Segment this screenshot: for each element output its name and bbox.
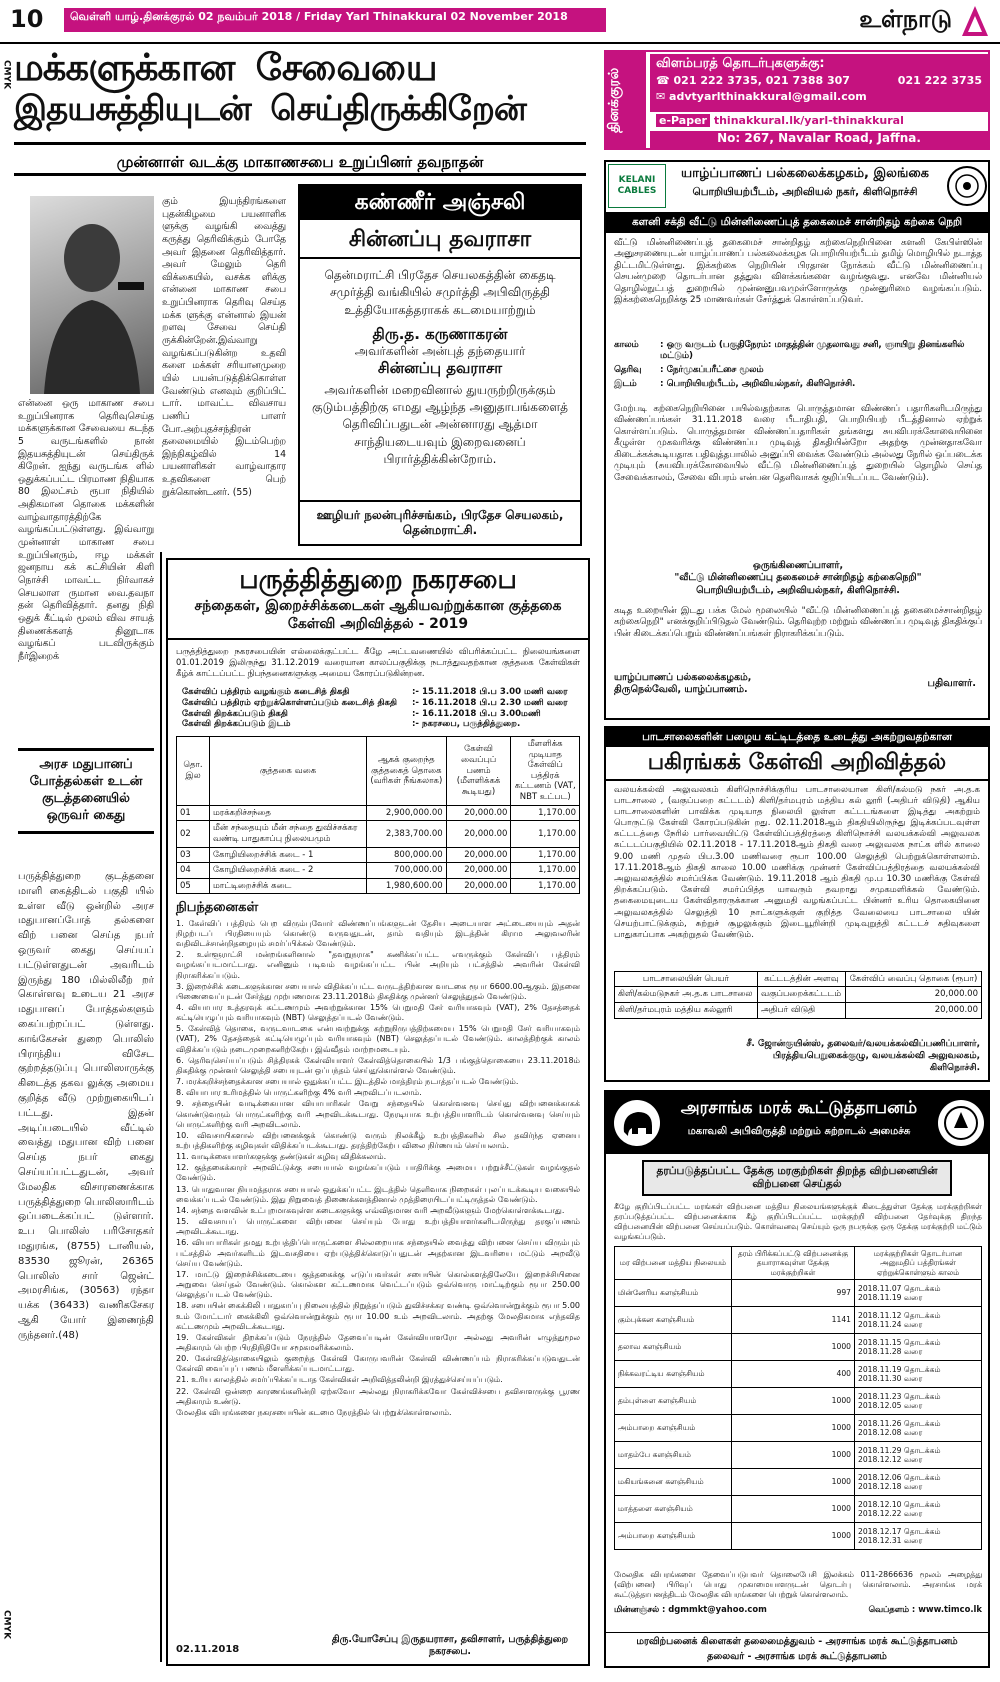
table-row [615, 1496, 982, 1523]
mini-story-headline: அரச மதுபானப் போத்தல்கள் உடன் குடத்தனையில் ஒருவர் கைது [18, 748, 154, 834]
table-cell: 2018.11.29 தொடக்கம் 2018.12.12 வரை [855, 1442, 982, 1469]
table-cell: மகியங்கனை களஞ்சியம் [615, 1469, 732, 1496]
university-subtitle: பொறியியற்பீடம், அறிவியல் நகர், கிளிநொச்சி [692, 186, 918, 198]
column-divider [160, 552, 162, 1662]
table-cell: தம்புள்ளை களஞ்சியம் [615, 1388, 732, 1415]
cmyk-mark-top: CMYK [1, 60, 12, 90]
university-sign-right: பதிவாளர். [927, 678, 976, 689]
table-cell: 2018.12.06 தொடக்கம் 2018.12.18 வரை [855, 1469, 982, 1496]
tribute-box [298, 184, 582, 546]
table-cell: 997 [732, 1280, 855, 1307]
tender-signature: திரு.யோசேப்பு இருதயராசா, தவிசாளர், பருத்தித்துறை நகரசபை. [331, 1634, 569, 1658]
table-row [615, 1442, 982, 1469]
tender-date-row: கேள்வி திறக்கப்படும் திகதி :- 16.11.2018 பி.ப 3.00மணி [182, 708, 541, 719]
contact-ad-header [650, 54, 988, 112]
condition-item: 2. உள்ளூராட்சி மன்றங்களினால் "தவறுநராக" கணிக்கப்பட்ட எவருக்கும் கேள்விப் பத்திரம் வழங்கப்படமாட்டாது. எனினும் படிவம் வழங்கப்பட்ட பின் அறியும் பட்சத்தில் அவரின் கேள்வி நிராகரிக்கப்படும். [176, 950, 580, 980]
table-row [615, 1523, 982, 1550]
tender-date-row: கேள்விப் பத்திரம் வழங்கும் கடைசித் திகதி :- 15.11.2018 பி.ப 3.00 மணி வரை [182, 687, 568, 698]
phone-number-3: 021 222 3735 [897, 74, 982, 88]
condition-item: 3. இறைச்சிக் கடைகளுக்கான சபையால் விதிக்கப்பட்ட வருடத்திற்கான வாடகை ரூபா 6600.00ஆகும். இதனை பிணைவைப்புடன் சேர்த்து முற்பணமாக 23.11.2018ம் திகதிக்கு முன்னர் செலுத்துதல் வேண்டும். [176, 981, 580, 1001]
university-body3: கடித உறையின் இடது பக்க மேல் மூலையில் "வீட்டு மின்னிணைப்புத் தகைமைச்சான்றிதழ் கற்கைநெறி" எனக்குறிப்பிடுதல் வேண்டும். தெரிவுற்ற மற்றும் விண்ணப்ப முடிவுத் திகதிக்குப் பின் கிடைக்கப்பெறும் விண்ணப்பங்கள் நிராகரிக்கப்படும். [614, 606, 982, 639]
table-cell: 2018.11.19 தொடக்கம் 2018.11.30 வரை [855, 1361, 982, 1388]
tribute-p2: அவர்களின் அன்புத் தந்தையார் [354, 343, 526, 358]
timber-title: அரசாங்க மரக் கூட்டுத்தாபனம் [680, 1098, 918, 1118]
page-number: 10 [10, 5, 44, 33]
condition-item: 9. சந்தையின் வாடிக்கையான வியாபாரிகள் வேறு சந்தையில் கொள்வனவு செய்து விற்பனைக்காகக் கொண்டுவரும் பொருட்களிற்கு வரி அறவிடக்கூடாது. நேரடியாக உற்பத்தியாளரிடம் கொள்வனவு செய்யும் பொருட்களிற்கு வரி அறவிடலாம். [176, 1099, 580, 1129]
conditions-list [168, 919, 588, 1543]
condition-item: 17. மாட்டு இறைச்சிக்கடையை குத்தகைக்கு எடுப்பவர்கள் சபையின் கொல்களத்திலேயே இறைச்சியினை அறுவை செய்தல் வேண்டும். கொல்கள கட்டணமாக வெட்டப்படும் ஒவ்வொரு மாட்டிற்கும் ரூபா 250.00 செலுத்தப்படல் வேண்டும். [176, 1269, 580, 1300]
table-row [615, 1307, 982, 1334]
tribute-p1: தென்மராட்சி பிரதேச செயலகத்தின் கைதடி சமுர்த்தி வங்கியில் சமுர்த்தி அபிவிருத்தி உத்தியோகத்தராகக் கடமையாற்றும் [324, 268, 556, 317]
condition-item: 18. சபையின் கைக்கிலி பாதுகாப்பு நிலையத்தில் நிறுத்தப்படும் துவிச்சக்கர வண்டி ஒவ்வொன்றுக்கும் ரூபா 5.00 உம் மோட்டார் கைக்கிலி ஒவ்வொன்றுக்கும் ரூபா 10.00 உம் அறவிடலாம். அதற்கு மேலதிகமாக எந்தவித கட்டணமும் அறவிடக்கூடாது. [176, 1301, 580, 1331]
lead-subtitle: முன்னாள் வடக்கு மாகாணசபை உறுப்பினர் தவநாதன் [14, 142, 586, 176]
phone-icon-line: ☎ 021 222 3735, 021 7388 307 [656, 74, 850, 88]
timber-footer2: தலைவர் - அரசாங்க மரக் கூட்டுத்தாபனம் [707, 1651, 887, 1663]
table-cell: 1141 [732, 1307, 855, 1334]
university-body2: மேற்படி கற்கைநெறியினை பயில்வதற்காக பொருத்தமான விண்ணப் பதாரிகளிடமிருந்து விண்ணப்பங்கள் 31.11.2018 வரை பீடாதிபதி, பொறியியற் பீடத்தினால் ஏற்றுக் கொள்ளப்படும். பொருத்தமான விண்ணப்பதாரிகள் தங்களது சுயவிபரக்கோவையினை கீழுள்ள முகவரிக்கு விண்ணப்ப முடிவுத் திகதியின்றோ அதற்கு முன்னதாகவோ கிடைக்கக்கூடியதாக பதிவுத்தபாலில் அனுப்பி வைக்க வேண்டும் அல்லது நேரில் ஒப்படைக்க முடியும் (சுயவிபரக்கோவையில் வீட்டு மின்னிணைப்புத் துறையில் தொழில் செய்த சேவைக்காலம், சேவை விபரம் என்பன தெளிவாகக் குறிப்பிடப்பட வேண்டும்). [614, 404, 982, 483]
tender-subtitle: சந்தைகள், இறைச்சிக்கடைகள் ஆகியவற்றுக்கான குத்தகை கேள்வி அறிவித்தல் - 2019 [168, 597, 588, 641]
tribute-name: சின்னப்பு தவராசா [300, 220, 580, 260]
condition-item: 14. சந்தை வளவின் உட்புறமாகவுள்ள கடைகளுக்கு எவ்விதமான வரி அறவீடுகளும் மேற்கொள்ளக்கூடாது. [176, 1205, 565, 1215]
table-cell: 1000 [732, 1334, 855, 1361]
detail-row: காலம் : ஒரு வருடம் (பகுதிநேரம்: மாதத்தின் முதலாவது சனி, ஞாயிறு தினங்களில் மட்டும்) [614, 340, 965, 361]
table-cell: மின்னேரிய களஞ்சியம் [615, 1280, 732, 1307]
public-notice-table [614, 971, 982, 1019]
lead-col-right: கும் இயந்திரங்களை புதன்கிழமை பயனாளிக ளுக்கு வழங்கி வைத்து கருத்து தெரிவிக்கும் போதே அவர் இதனை தெரிவித்தார். அவர் மேலும் தெரி விக்கையில், வசக்க ளிக்கு என்னை மாகாண சபை உறுப்பினராக தெரிவு செய்த மக்க ளுக்கு என்னால் இயன் றளவு சேவை செய்தி ருக்கின்றேன்.இவ்வாறு வழங்கப்படுகின்ற உதவி களை மக்கள் சரியானமுறை யில் பயன்படுத்திக்கொள்ள வேண்டும் எனவும் குறிப்பிட் டார். மாவட்ட விவசாய பணிப் பாளர் போ.அற்புதச்சந்திரன் தலைமையில் இடம்பெற்ற இந்நிகழ்வில் 14 பயனாளிகள் வாழ்வாதார உதவிகளை பெற் றுக்கொண்டனர். (55) [162, 196, 286, 498]
table-cell: 2018.11.23 தொடக்கம் 2018.12.05 வரை [855, 1388, 982, 1415]
table-row: 01 மரக்கறிச்சந்தை 2,900,000.00 20,000.00 1,170.00 [177, 805, 580, 821]
table-header: மரக்குற்றிகள் தொடர்பான அனுமதிப் பத்திரங்கள் ஏற்றுக்கொள்ளும் காலம் [855, 1247, 982, 1280]
tribute-banner: கண்ணீர் அஞ்சலி [300, 186, 580, 220]
contact-ad-phones [656, 74, 982, 88]
condition-item: மேலதிக விபரங்களை நகரசபையின் கடமை நேரத்தில் பெற்றுக்கொள்ளலாம். [176, 1407, 452, 1417]
table-row: 04 கோழியிறைச்சிக் கடை - 2 700,000.00 20,000.00 1,170.00 [177, 863, 580, 879]
timber-notice [604, 1090, 990, 1668]
lead-col-left: என்னை ஒரு மாகாண சபை உறுப்பினராக தெரிவுசெய்த மக்களுக்கான சேவையை கடந்த 5 வருடங்களில் நான் இதயசுத்தியுடன் செய்திருக் கிறேன். ஐந்து வருடங்க ளில் ஒதுக்கப்பட்ட பிரமாண நிதியாக 80 இலட்சம் ரூபா நிதியில் அதிகமான தொகை மக்களின் வாழ்வாதாரத்திற்கே வழங்கப்பட்டுள்ளது. இவ்வாறு முன்னாள் மாகாண சபை உறுப்பினரும், ஈழ மக்கள் ஜனநாய கக் கட்சியின் கிளி நொச்சி மாவட்ட நிர்வாகச் செயலாள ருமான வை.தவநா தன் தெரிவித்தார். தனது நிதி ஒதுக் கீட்டில் மூலம் விவ சாயத் திணைக்களத் தினூடாக வழங்கப் படவிருக்கும் நீர்இறைக் [18, 398, 154, 662]
coordinator-course: "வீட்டு மின்னிணைப்பு தகைமைச் சான்றிதழ் கற்கைநெறி" [674, 572, 922, 584]
table-row: கிளி/தர்மபுரம் மத்திய கல்லூரி அதிபர் விடுதி 20,000.00 [615, 1002, 982, 1018]
timber-footer: மரவிற்பனைக் கிளைகள் தலைமைத்துவம் - அரசாங்க மரக் கூட்டுத்தாபனம் [606, 1632, 988, 1648]
timber-contact: மேலதிக விபரங்களை தேவைப்படுபவர் தொலைபேசி இலக்கம் 011-2866636 மூலம் அழைத்து (விற்பனை) பிரிவுப் பொது முகாமையாளருடன் தொடர்பு கொள்ளலாம். அரசாங்க மரக் கூட்டுத்தாபனத்திடம் மேலதிக விபரங்களை பெற்றுக் கொள்ளலாம். [614, 1570, 982, 1600]
university-banner: களனி சக்தி வீட்டு மின்னிணைப்புத் தகைமைச் சான்றிதழ் கற்கை நெறி [606, 212, 988, 233]
table-row [615, 1280, 982, 1307]
timber-table [614, 1246, 982, 1550]
timber-banner: தரப்படுத்தப்பட்ட தேக்கு மரகுற்றிகள் திறந்த விற்பனையின் விற்பனை செய்தல் [642, 1160, 952, 1196]
condition-item: 5. கேள்வித் தொகை, வருடவாடகை என்பவற்றுக்கு சுற்றுநிருபத்திற்கமைய 15% பெறுமதி சேர் வரியாகவும் (VAT), 2% தேசத்தைக் கட்டியெழுப்பும் வரியாகவும் (NBT) செலுத்தப்படல் வேண்டும். காலத்திற்குக் காலம் விதிக்கப்படும் நடைமுறைகளிற்கேற்ப இவ்வீதம் மாற்றமடையும். [176, 1024, 580, 1054]
government-emblem-icon [936, 1098, 986, 1148]
tender-intro: பருத்தித்துறை நகரசபையின் எல்லைக்குட்பட்ட கீழே அட்டவணையில் விபரிக்கப்பட்ட நிலையங்களை 01.01.2019 இலிருந்து 31.12.2019 வரையான காலப்பகுதிக்கு நடாத்துவதற்கான குத்தகை கேள்விகள் கீழ்க் காட்டப்பட்ட நிபந்தனைகளுக்கு அமைய கோரப்படுகின்றன. [176, 646, 580, 679]
condition-item: 13. பொதுவான நியமத்தராசு சபையால் ஒதுக்கப்பட்ட இடத்தில் தெளிவாக நிறைகள் புலப்படக்கூடிய வகையில் வைக்கப்படல் வேண்டும். இது நிறுவைத் திணைக்களத்தினால் முத்திரையிடப்பட்டிருத்தல் வேண்டும். [176, 1184, 580, 1204]
contact-ad-label: விளம்பரத் தொடர்புகளுக்கு: [656, 56, 825, 71]
lead-title-line2: இதயசுத்தியுடன் செய்திருக்கிறேன் [14, 89, 526, 129]
tribute-p3: அவர்களின் மறைவினால் துயருற்றிருக்கும் குடும்பத்திற்கு எமது ஆழ்ந்த அனுதாபங்களைத் தெரிவிப்பதுடன் அன்னாரது ஆத்மா சாந்தியடையவும் இறைவனைப் பிரார்த்திக்கின்றோம். [312, 382, 568, 467]
contact-ad-epaper[interactable] [650, 114, 988, 130]
table-cell: தலாவ களஞ்சியம் [615, 1334, 732, 1361]
tribute-honoree: திரு.த. கருணாகரன் [372, 325, 508, 344]
table-cell: 400 [732, 1361, 855, 1388]
table-cell: 1000 [732, 1442, 855, 1469]
table-row: கிளி/கல்மடுநகர் அ.த.க பாடசாலை வகுப்பறைக்கட்டடம் 20,000.00 [615, 987, 982, 1003]
table-cell: மாதம்பே களஞ்சியம் [615, 1442, 732, 1469]
condition-item: 6. தெரிவுசெய்யப்படும் சித்திரகக் கேள்வியாளர் கேள்வித்தொகையில் 1/3 பங்குத்தொகையை 23.11.2018ம் திகதிக்கு முன்னர் செலுத்தி சபையுடன் ஒப்பந்தம் செய்துகொள்ளல் வேண்டும். [176, 1055, 580, 1075]
table-cell: அம்பாறை களஞ்சியம் [615, 1523, 732, 1550]
table-row [615, 1469, 982, 1496]
table-cell: 2018.12.17 தொடக்கம் 2018.12.31 வரை [855, 1523, 982, 1550]
public-notice-title: பகிரங்கக் கேள்வி அறிவித்தல் [606, 747, 988, 781]
timber-web[interactable]: வெப்தளம் : www.timco.lk [868, 1604, 982, 1614]
table-header: மர விற்பனை மத்திய நிலையம் [615, 1247, 732, 1280]
public-notice-body: வலயக்கல்வி அலுவலகம் கிளிநொச்சிக்குரிய பாடசாலையான கிளி/கல்மடு நகர் அ.த.க பாடசாலை , (வகுப்பறை கட்டடம்) கிளி/தர்மபுரம் மத்திய கல் லூரி (அதிபர் விடுதி) ஆகிய பாடசாலைகளின் பாவிக்க முடியாத நிலையி லுள்ள கட்டடங்களை இடித்து அகற்றும் பொருட்டு கேள்வி கோரப்படுகின் றது. 02.11.2018ஆம் திகதியிலிருந்து இடிக்கப்படவுள்ள கட்டடத்தை நேரில் பார்வையிட்டு கேள்விப்பத்திரத்தை கிளிநொச்சி வலயக்கல்வி அலுவலக கட்டடப்பகுதியில் 02.11.2018 - 17.11.2018ஆம் திகதி வரை அலுவலக நாட்க ளில் காலை 9.00 மணி முதல் பிப.3.00 மணிவரை ரூபா 100.00 செலுத்தி பெற்றுக்கொள்ளலாம். 17.11.2018ஆம் திகதி காலை 10.00 மணிக்கு முன்னர் கேள்விப்பத்திரத்தை வலயக்கல்வி அலுவலகத்தில் சமர்ப்பிக்க வேண்டும். 19.11.2018 ஆம் திகதி மு.ப 10.30 மணிக்கு கேள்வி திறக்கப்படும். கேள்வி சமர்ப்பித்த யாவரும் தவறாது சமுகமளிக்கல் வேண்டும். தகைமையுடைய கேள்விதாரருக்கான அனுமதி வழங்கப்பட்ட பின்னர் உரிய தொகையினை அலுவலகத்தில் செலுத்தி 10 நாட்களுக்குள் குறித்த வேலையை பாடசாலை யின் செயற்பாட்டுக்கும், சுற்றுச் சூழலுக்கும் இடையூறின்றி முடிவுறுத்தி கட்டடச் சுதிவுகளை பாதுகாப்பாக அகற்றுதல் வேண்டும். [614, 784, 980, 940]
table-cell: 2018.11.07 தொடக்கம் 2018.11.19 வரை [855, 1280, 982, 1307]
table-row [615, 1415, 982, 1442]
table-cell: மாத்தளை களஞ்சியம் [615, 1496, 732, 1523]
tender-table [176, 736, 580, 895]
tender-title: பருத்தித்துறை நகரசபை [239, 565, 517, 595]
table-header: கேள்வி வைப்புப் பணம் (மீளளிக்கக் கூடியது) [446, 736, 511, 805]
table-header: கேள்விப் வைப்பு தொகை (ரூபா) [846, 971, 982, 987]
tender-date-row: கேள்விப் பத்திரம் ஏற்றுக்கொள்ளப்படும் கடைசித் திகதி :- 16.11.2018 பி.ப 2.30 மணி வரை [182, 697, 568, 708]
page-header [0, 0, 1000, 44]
dateline: வெள்ளி யாழ்.தினக்குரல் 02 நவம்பர் 2018 / Friday Yarl Thinakkural 02 November 2018 [64, 8, 606, 32]
university-details [614, 340, 982, 390]
contact-ad [604, 50, 990, 150]
university-crest-icon [946, 164, 988, 208]
table-row [615, 1334, 982, 1361]
university-sign-left: யாழ்ப்பாணப் பல்கலைக்கழகம், திருநெல்வேலி, யாழ்ப்பாணம். [614, 672, 752, 695]
table-row: 03 கோழியிறைச்சிக் கடை - 1 800,000.00 20,000.00 1,170.00 [177, 847, 580, 863]
condition-item: 15. விவசாயப் பொருட்களை விற்பனை செய்யும் போது உற்பத்தியாளர்களிடமிருந்து தரகுப்பணம் அறவிடக்கூடாது. [176, 1217, 580, 1237]
mini-story-body: பருத்தித்துறை குடத்தனை மாளி கைத்திடல் பகுதி யில் உள்ள வீடு ஒன்றில் அரச மதுபானப்போத் தல்களை விற் பனை செய்த நபர் ஒருவர் கைது செய்யப் பட்டுள்ளதுடன் அவரிடம் இருந்து 180 மில்லிலீற் றர் கொள்ளவு உடைய 21 அரச மதுபானப் போத்தல்களும் கைப்பற்றப்பட் டுள்ளது. காங்கேசன் துறை பொலிஸ் பிராந்திய விசேட குற்றத்தடுப்பு பொலிஸாருக்கு கிடைத்த தகவ லுக்கு அமைய குறித்த வீடு முற்றுகையிடப் பட்டது. இதன் அடிப்படையில் வீட்டில் வைத்து மதுபான விற் பனை செய்த நபர் கைது செய்யப்பட்டதுடன், அவர் மேலதிக விசாரணைக்காக பருத்தித்துறை பொலிஸாரிடம் ஒப்படைக்கப்பட் டுள்ளார். உப பொலிஸ் பரிசோதகர் மதுரங்க, (8755) டானியல், 83530 ஜூரன், 26365 பொலிஸ் சார் ஜென்ட் அமரசிங்க, (30563) ரந்தா யக்க (36433) வணிகசேகர ஆகி யோர் இணைந்தி ருந்தனர்.(48) [18, 871, 154, 1341]
condition-item: 12. குத்தகைக்காரர் அறவிட்டுக்கு சபையால் வழங்கப்படும் பாதிரிக்கு அமைய பற்றுச்சீட்டுகள் வழங்குதல் வேண்டும். [176, 1163, 580, 1183]
epaper-url: thinakkural.lk/yarl-thinakkural [713, 114, 904, 127]
contact-ad-email[interactable]: ✉ advtyarlthinakkural@gmail.com [656, 90, 867, 103]
table-header: கட்டடத்தின் அளவு [757, 971, 845, 987]
university-body1: வீட்டு மின்னிணைப்புத் தகைமைச் சான்றிதழ் கற்கைநெறியினை களனி கேபிள்ஸின் அனுசரணையுடன் யாழ்ப்பாணப் பல்கலைக்கழக பொறியியற்பீடம் தமிழ் மொழியில் நடாத்த திட்டமிட்டுள்ளது. இக்கற்கை நெறியின் பிரதான நோக்கம் வீட்டு மின்னிணைப்பு செயன்முறை தொடர்பான தத்துவ விளக்கங்களை வழங்குவது. எனவே மின்னியல் தொழில்நுட்பத் துறையில் முன்னனுபவமுள்ளோருக்கு முன்னுரிமை வழங்கப்படும். இக்கற்கைநெறிக்கு 25 மாணவர்கள் சேர்த்துக் கொள்ளப்படுவர். [614, 238, 982, 306]
condition-item: 10. விவசாயிகளால் விற்பனைக்குக் கொண்டு வரும் நிலக்கீழ் உற்பத்திகளில் சில தவிர்ந்த ஏனைய உற்பத்திகளிற்கு கழிவுகள் விதிக்கப்படக்கூடாது. தரத்திற்கேற்ப விலை நிர்ணயம் செய்யலாம். [176, 1130, 580, 1151]
table-cell: 2018.12.10 தொடக்கம் 2018.12.22 வரை [855, 1496, 982, 1523]
table-cell: 2018.11.15 தொடக்கம் 2018.11.28 வரை [855, 1334, 982, 1361]
university-coordinator [614, 560, 982, 597]
epaper-tag: e-Paper [656, 114, 710, 127]
timber-intro: கீழே குறிப்பிடப்பட்ட மரங்கள் விற்பனை மத்திய நிலையங்களுக்குக் கிடைத்துள்ள தேக்கு மரக்குற்றிகள் தரப்படுத்தப்பட்ட விற்பனைக்காக கீழ் குறிப்பிடப்பட்ட மரக்குற்றி விற்பனை தேர்வுக்கு திறந்த விற்பனையின் விற்பனை செய்யப்படும். கொள்வனவு செய்யும் ஒரு நபருக்கு ஒரு தேக்கு மரக்குற்றி மட்டும் வழங்கப்படும். [614, 1202, 982, 1241]
coordinator-label: ஒருங்கிணைப்பாளர், [752, 560, 844, 571]
table-cell: 2018.11.12 தொடக்கம் 2018.11.24 வரை [855, 1307, 982, 1334]
table-header: ஆகக் குறைந்த குத்தகைத் தொகை (வரிகள் நீங்கலாக) [367, 736, 447, 805]
table-cell: நிக்கவரட்டிய களஞ்சியம் [615, 1361, 732, 1388]
kelani-logo: KELANI CABLES [608, 164, 666, 208]
person-photo-icon [30, 196, 154, 394]
table-header: தொ. இல [177, 736, 210, 805]
table-cell: அம்பாறை களஞ்சியம் [615, 1415, 732, 1442]
table-cell: 1000 [732, 1496, 855, 1523]
conditions-heading: நிபந்தனைகள் [176, 900, 259, 916]
timber-email[interactable]: மின்னஞ்சல் : dgmmkt@yahoo.com [614, 1604, 767, 1614]
condition-item: 16. வியாபாரிகள் தமது உற்பத்திப்பொருட்களை சில்லறையாக சந்தையில் வைத்து விற்பனை செய்ய விரும்பும் பட்சத்தில் அவர்களிடம் இடவசதியை ஏற்படுத்திக்கொடுப்பதுடன் அதற்கான இடவரியை மட்டும் அறவீடு செய்ய வேண்டும். [176, 1238, 580, 1268]
table-cell: 1000 [732, 1388, 855, 1415]
timber-links [614, 1604, 982, 1615]
section-triangle-icon [960, 4, 990, 38]
contact-ad-brand: தினக்குரல் [606, 52, 646, 148]
coordinator-place: பொறியியற்பீடம், அறிவியல்நகர், கிளிநொச்சி. [696, 584, 900, 596]
contact-ad-address: No: 267, Navalar Road, Jaffna. [650, 131, 988, 148]
public-notice-signature: சீ. ஜோன்குயின்ஸ், தலைவர்/வலயக்கல்விப்பணிப்பாளர், பிரத்தியபெறுகைக்குழு, வலயக்கல்வி அலுவலகம், கிளிநொச்சி. [746, 1038, 980, 1073]
condition-item: 19. கேள்விகள் திறக்கப்படும் நேரத்தில் தேவைப்படின் கேள்வியாளரோ அல்லது அவரின் எழுத்துமூல அதிகாரம் பெற்ற பிரதிநிதியோ சமூகமளிக்கலாம். [176, 1332, 580, 1352]
section-name: உள்நாடு [859, 5, 952, 33]
cmyk-mark-bottom: CMYK [1, 1610, 12, 1640]
tender-dates [168, 685, 588, 734]
table-header: பாடசாலையின் பெயர் [615, 971, 758, 987]
university-title: யாழ்ப்பாணப் பல்கலைக்கழகம், இலங்கை [681, 166, 929, 181]
condition-item: 22. கேள்வி ஒன்றை காரணங்களின்றி ஏற்கவோ அல்லது நிராகரிக்கவோ கேள்விச்சபை தவிசாளருக்கு பூரண அதிகாரம் உண்டு. [176, 1386, 580, 1406]
public-notice [604, 726, 990, 1082]
tribute-name2: சின்னப்பு தவராசா [377, 358, 503, 377]
table-header: குத்தகை வகை [210, 736, 367, 805]
detail-row: தெரிவு : நேர்முகப்பரீட்சை மூலம் [614, 364, 764, 375]
table-row: 02 மீன் சந்தையும் மீன் சந்தை துவிச்சக்கர வண்டி பாதுகாப்பு நிலையமும் 2,383,700.00 20,000.00 1,170.00 [177, 821, 580, 847]
detail-row: இடம் : பொறியியற்பீடம், அறிவியல்நகர், கிளிநொச்சி. [614, 378, 856, 389]
tribute-footer: ஊழியர் நலன்புரிச்சங்கம், பிரதேச செயலகம், தென்மராட்சி. [300, 500, 580, 544]
table-header: தரம் பிரிக்கப்பட்டு விற்பனைக்கு தயாராகவுள்ள தேக்கு மரக்குற்றிகள் [732, 1247, 855, 1280]
table-row [615, 1388, 982, 1415]
condition-item: 1. கேள்விப் பத்திரம் பெற விரும்புவோர் விண்ணப்பங்களுடன் தேசிய அடையாள அட்டையையும் அதன் நிழற்படப் பிரதியையும் கொண்டு வருவதுடன், தாம் வதியும் இடத்தின் கிராம அலுவலரின் வதிவிடச்சான்றிதழையும் சமர்ப்பிக்கல் வேண்டும். [176, 918, 580, 949]
condition-item: 7. மரக்கறிச்சந்தைக்கான சபையால் ஒதுக்கப்பட்ட இடத்தில் மாத்திரம் நடாத்தப்படல் வேண்டும். [176, 1077, 519, 1087]
table-row: 05 மாட்டிறைச்சிக் கடை 1,980,600.00 20,000.00 1,170.00 [177, 878, 580, 894]
condition-item: 11. வாடிக்கையாளர்களுக்கு தண்டுகள் கழிவு விதிக்கலாம். [176, 1152, 387, 1162]
table-cell: 1000 [732, 1523, 855, 1550]
table-cell: கும்புக்கன களஞ்சியம் [615, 1307, 732, 1334]
tender-date: 02.11.2018 [176, 1643, 240, 1655]
condition-item: 21. உரிய காலத்தில் சமர்ப்பிக்கப்படாத கேள்விகள் அறிவித்தலின்றி இரத்துச்செய்யப்படும். [176, 1375, 503, 1385]
table-row [615, 1361, 982, 1388]
lead-photo [30, 196, 154, 394]
table-cell: 1000 [732, 1469, 855, 1496]
table-cell: 1000 [732, 1415, 855, 1442]
lead-title-line1: மக்களுக்கான சேவையை [14, 46, 437, 89]
tender-notice [166, 558, 590, 1666]
table-cell: 2018.11.26 தொடக்கம் 2018.12.08 வரை [855, 1415, 982, 1442]
public-notice-lead: பாடசாலைகளின் பழைய கட்டிடத்தை உடைத்து அகற்றுவதற்கான [606, 728, 988, 747]
elephant-logo-icon [612, 1098, 662, 1148]
university-notice [604, 160, 990, 720]
tender-date-row: கேள்வி திறக்கப்படும் இடம் :- நகரசபை, பருத்தித்துறை. [182, 719, 521, 730]
condition-item: 8. வியாபார உரிமத்தில் பொருட்களிற்கு 4% வரி அறவிடப்படலாம். [176, 1088, 422, 1098]
table-header: மீளளிக்க முடியாத கேள்விப் பத்திரக் கட்டணம் (VAT, NBT உட்பட) [511, 736, 580, 805]
condition-item: 20. கேள்வித்தொகையிலும் குறைந்த கேள்வி கோருபவரின் கேள்வி விண்ணப்பம் நிராகரிக்கப்படுவதுடன் கேள்வி வைப்புப் பணம் மீளளிக்கப்படமாட்டாது. [176, 1354, 580, 1374]
timber-subtitle: மகாவலி அபிவிருத்தி மற்றும் சுற்றாடல் அமைச்சு [687, 1126, 911, 1137]
condition-item: 4. வியாபார உத்தரவுக் கட்டணமும் அவற்றுக்கான 15% பெறுமதி சேர் வரியாகவும் (VAT), 2% தேசத்தைக் கட்டியெழுப்பும் வரியாகவும் (NBT) செலுத்தப்படல் வேண்டும். [176, 1002, 580, 1023]
